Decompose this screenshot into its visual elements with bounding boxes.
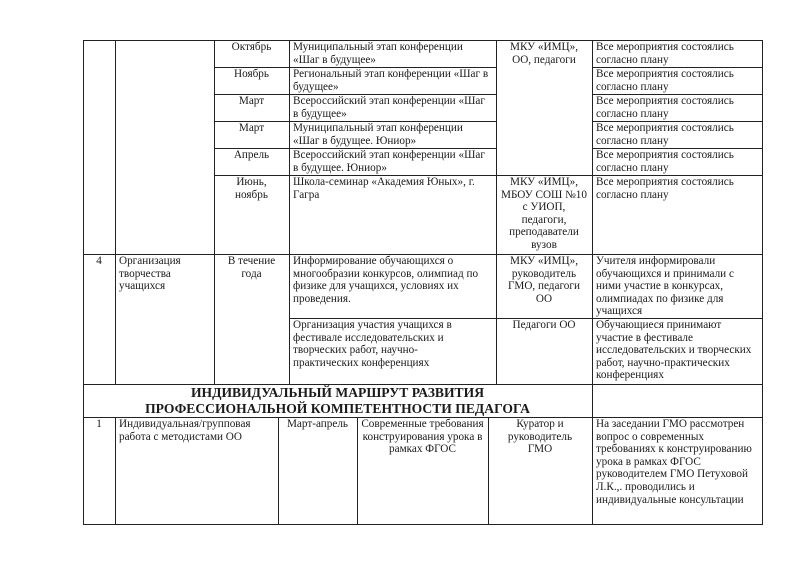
responsible-cell: Педагоги ОО — [512, 319, 576, 331]
event-cell: Муниципальный этап конференции «Шаг в будущее. Юниор» — [293, 122, 463, 147]
month-cell: Октябрь — [231, 41, 272, 53]
period-cell: В течение года — [227, 255, 276, 280]
section-title-line2: ПРОФЕССИОНАЛЬНОЙ КОМПЕТЕНТНОСТИ ПЕДАГОГА — [145, 401, 530, 416]
section-title-line1: ИНДИВИДУАЛЬНЫЙ МАРШРУТ РАЗВИТИЯ — [190, 385, 485, 400]
col-divider — [592, 40, 593, 525]
row-divider — [592, 148, 763, 149]
result-cell: Все мероприятия состоялись согласно плану — [596, 95, 734, 120]
month-cell: Ноябрь — [234, 68, 269, 80]
row-divider — [83, 417, 763, 418]
col-divider — [278, 417, 279, 524]
col-divider — [115, 417, 116, 524]
event-cell: Всероссийский этап конференции «Шаг в будущее. Юниор» — [293, 149, 485, 174]
row-number: 1 — [96, 418, 102, 430]
event-cell: Всероссийский этап конференции «Шаг в будущее» — [293, 95, 485, 120]
row-divider — [214, 94, 496, 95]
responsible-merged-cell: МКУ «ИМЦ», ОО, педагоги — [510, 41, 578, 66]
result-cell: На заседании ГМО рассмотрен вопрос о современных требованиях к конструированию урока в рамках ФГОС руководителем ГМО Петуховой Л.К.,. проводились и индивидуальные консультации — [596, 418, 752, 506]
event-cell: Школа-семинар «Академия Юных», г. Гагра — [293, 176, 475, 201]
month-cell: Апрель — [233, 149, 270, 161]
result-cell: Обучающиеся принимают участие в фестивале исследовательских и творческих работ, научно-практических конференциях — [596, 319, 752, 382]
col-divider — [115, 40, 116, 384]
month-cell: Март — [238, 95, 265, 107]
event-cell: Информирование обучающихся о многообразии конкурсов, олимпиад по физике для учащихся, условиях их проведения. — [293, 255, 479, 305]
direction-cell: Организация творчества учащихся — [119, 255, 181, 293]
row-number: 4 — [96, 255, 102, 267]
row-divider — [214, 175, 763, 176]
result-cell: Все мероприятия состоялись согласно плану — [596, 68, 734, 93]
section-title — [83, 385, 592, 417]
row-divider — [592, 67, 763, 68]
result-cell: Все мероприятия состоялись согласно плану — [596, 176, 734, 201]
result-cell: Все мероприятия состоялись согласно плану — [596, 41, 734, 66]
result-cell: Все мероприятия состоялись согласно плану — [596, 122, 734, 147]
responsible-cell: Куратор и руководитель ГМО — [507, 418, 573, 456]
month-cell: Июнь, ноябрь — [235, 176, 268, 201]
col-divider — [83, 40, 84, 525]
col-divider — [488, 417, 489, 524]
topic-cell: Современные требования конструирования урока в рамках ФГОС — [361, 418, 484, 456]
month-cell: Март — [238, 122, 265, 134]
row-divider — [592, 121, 763, 122]
row-divider — [83, 254, 763, 255]
table-border — [83, 524, 763, 525]
form-cell: Индивидуальная/групповая работа с методистами ОО — [119, 418, 251, 443]
responsible-cell: МКУ «ИМЦ», руководитель ГМО, педагоги ОО — [508, 255, 580, 305]
row-divider — [214, 148, 496, 149]
col-divider — [496, 40, 497, 384]
row-divider — [214, 67, 496, 68]
period-cell: Март-апрель — [286, 418, 349, 430]
event-cell: Региональный этап конференции «Шаг в будущее» — [293, 68, 489, 93]
row-divider — [214, 121, 496, 122]
result-cell: Все мероприятия состоялись согласно плану — [596, 149, 734, 174]
row-divider — [83, 384, 763, 385]
col-divider — [289, 40, 290, 384]
event-cell: Организация участия учащихся в фестивале исследовательских и творческих работ, научно-практических конференциях — [293, 319, 452, 369]
table-border — [83, 40, 763, 41]
result-cell: Учителя информировали обучающихся и принимали с ними участие в конкурсах, олимпиадах по физике для учащихся — [596, 255, 734, 318]
col-divider — [357, 417, 358, 524]
row-divider — [592, 94, 763, 95]
event-cell: Муниципальный этап конференции «Шаг в будущее» — [293, 41, 463, 66]
responsible-cell: МКУ «ИМЦ», МБОУ СОШ №10 с УИОП, педагоги, преподаватели вузов — [501, 176, 587, 251]
col-divider — [214, 40, 215, 384]
col-divider — [762, 40, 763, 525]
row-divider — [289, 318, 763, 319]
